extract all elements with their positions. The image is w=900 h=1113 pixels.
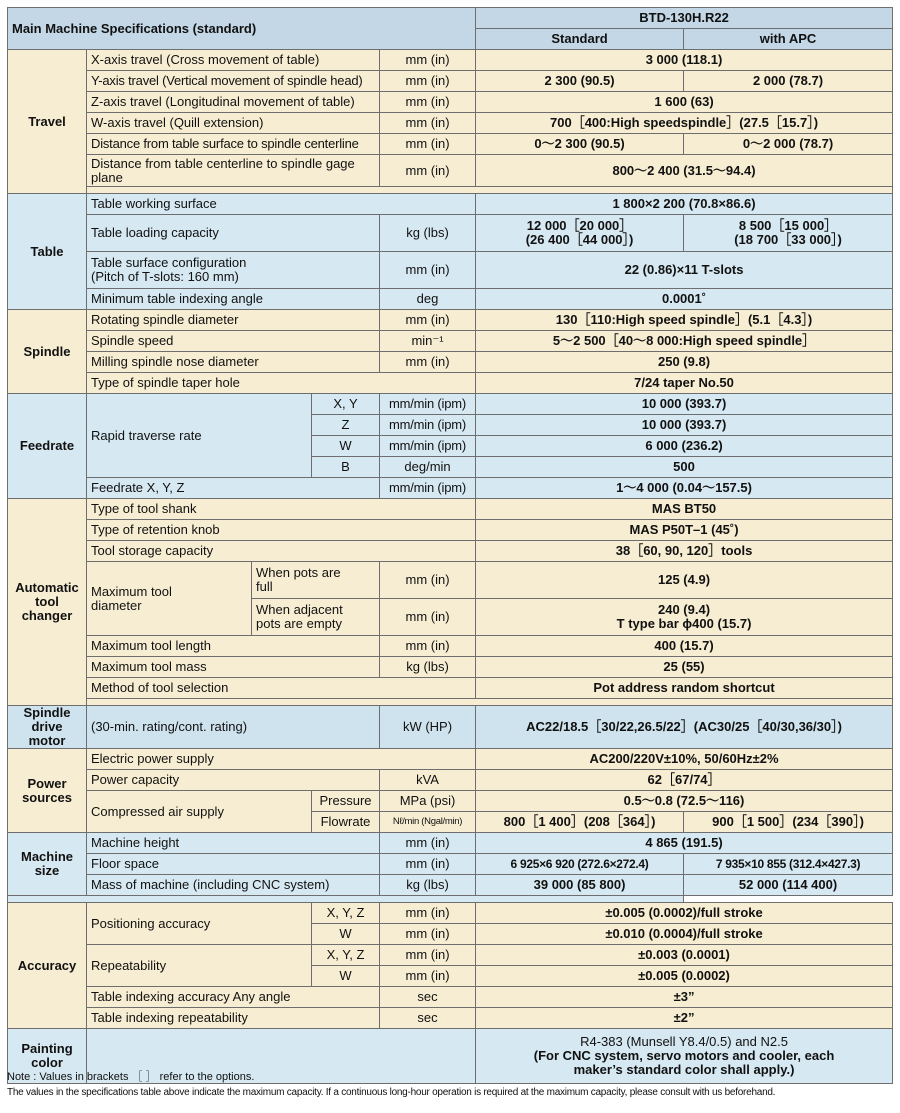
spec-unit: mm (in) (380, 252, 476, 289)
spec-value: 1 800×2 200 (70.8×86.6) (476, 194, 893, 215)
spec-label: Mass of machine (including CNC system) (87, 875, 380, 896)
spec-value: 10 000 (393.7) (476, 394, 893, 415)
category-motor (8, 706, 87, 749)
sub-label: Pressure (312, 791, 380, 812)
spec-value: 5～2 500［40～8 000:High speed spindle］ (476, 331, 893, 352)
spec-label: Tool storage capacity (87, 541, 476, 562)
spec-value: 1～4 000 (0.04～157.5) (476, 478, 893, 499)
line-1: Table surface configuration (91, 255, 247, 270)
line-1: Automatic (15, 580, 79, 595)
spec-value: ±2” (476, 1008, 893, 1029)
category-accuracy: Accuracy (8, 903, 87, 1029)
spec-value-apc: 2 000 (78.7) (684, 71, 893, 92)
spec-value: AC200/220V±10%, 50/60Hz±2% (476, 749, 893, 770)
axis-label: W (312, 436, 380, 457)
spec-value: ±0.010 (0.0004)/full stroke (476, 924, 893, 945)
spec-unit: kg (lbs) (380, 215, 476, 252)
spec-value: MAS P50T–1 (45˚) (476, 520, 893, 541)
spec-unit: mm/min (ipm) (380, 478, 476, 499)
spec-value: 10 000 (393.7) (476, 415, 893, 436)
spec-unit: kg (lbs) (380, 657, 476, 678)
spec-unit: kVA (380, 770, 476, 791)
spec-label: Method of tool selection (87, 678, 476, 699)
axis-label: W (312, 966, 380, 987)
line-2: color (31, 1055, 63, 1070)
spec-label: Table loading capacity (87, 215, 380, 252)
spec-label: Type of spindle taper hole (87, 373, 476, 394)
col-apc-header: with APC (684, 29, 893, 50)
spec-label: Feedrate X, Y, Z (87, 478, 380, 499)
spec-label: Rapid traverse rate (87, 394, 312, 478)
spec-unit: mm (in) (380, 50, 476, 71)
line-2: size (34, 863, 60, 878)
spec-label: Table indexing accuracy Any angle (87, 987, 380, 1008)
spec-unit: deg (380, 289, 476, 310)
spec-unit: mm (in) (380, 92, 476, 113)
spec-value: Pot address random shortcut (476, 678, 893, 699)
spec-label: Type of retention knob (87, 520, 476, 541)
spec-label: Y-axis travel (Vertical movement of spindle head) (87, 71, 380, 92)
spec-value: 62［67/74］ (476, 770, 893, 791)
spec-unit: mm (in) (380, 945, 476, 966)
spec-value: 250 (9.8) (476, 352, 893, 373)
line-2: pots are empty (256, 616, 342, 631)
spec-value: 1 600 (63) (476, 92, 893, 113)
spec-unit: mm (in) (380, 71, 476, 92)
axis-label: X, Y (312, 394, 380, 415)
line-1: Power (27, 775, 67, 791)
spec-label: X-axis travel (Cross movement of table) (87, 50, 380, 71)
spec-value-standard (476, 215, 684, 252)
spec-value: 700［400:High speedspindle］(27.5［15.7］) (476, 113, 893, 134)
line-1: 240 (9.4) (658, 602, 711, 617)
spec-value-standard: 6 925×6 920 (272.6×272.4) (476, 854, 684, 875)
line-2: (26 400［44 000］) (525, 232, 634, 247)
spec-label: Electric power supply (87, 749, 476, 770)
spec-value: 6 000 (236.2) (476, 436, 893, 457)
spacer-row (87, 699, 893, 706)
spec-unit: mm/min (ipm) (380, 415, 476, 436)
spec-label: Maximum tool length (87, 636, 380, 657)
line-1: When adjacent (256, 602, 343, 617)
spec-value: 4 865 (191.5) (476, 833, 893, 854)
spec-value: ±3” (476, 987, 893, 1008)
sub-label: Flowrate (312, 812, 380, 833)
spec-value-standard: 0～2 300 (90.5) (476, 134, 684, 155)
spec-unit: mm (in) (380, 833, 476, 854)
spec-label: (30-min. rating/cont. rating) (87, 706, 380, 749)
spec-value (476, 599, 893, 636)
spec-value: 38［60, 90, 120］tools (476, 541, 893, 562)
footnote-brackets: Note : Values in brackets ［ ］ refer to the options. (7, 1071, 255, 1083)
spec-label: Machine height (87, 833, 380, 854)
axis-label: Z (312, 415, 380, 436)
spec-label: Minimum table indexing angle (87, 289, 380, 310)
spec-unit: mm (in) (380, 636, 476, 657)
spec-value: 22 (0.86)×11 T-slots (476, 252, 893, 289)
spec-label: Spindle speed (87, 331, 380, 352)
spec-unit: mm (in) (380, 155, 476, 187)
spec-label: Repeatability (87, 945, 312, 987)
spec-value: 25 (55) (476, 657, 893, 678)
spec-label: Type of tool shank (87, 499, 476, 520)
spec-label: Table working surface (87, 194, 476, 215)
spec-unit: mm (in) (380, 599, 476, 636)
spec-label (87, 252, 380, 289)
spec-label (87, 562, 252, 636)
line-3: changer (21, 608, 73, 623)
spec-unit: mm (in) (380, 562, 476, 599)
spec-unit: mm (in) (380, 854, 476, 875)
line-2: (For CNC system, servo motors and cooler, each (533, 1048, 835, 1063)
spec-value-apc: 7 935×10 855 (312.4×427.3) (684, 854, 893, 875)
spec-label: Distance from table centerline to spindle gage plane (87, 155, 380, 187)
line-2: drive motor (28, 719, 66, 748)
line-2: tool (35, 594, 59, 609)
spec-value: 3 000 (118.1) (476, 50, 893, 71)
category-feedrate: Feedrate (8, 394, 87, 499)
line-2: sources (22, 789, 72, 805)
spec-value: 130［110:High speed spindle］(5.1［4.3］) (476, 310, 893, 331)
spec-value-standard: 39 000 (85 800) (476, 875, 684, 896)
spec-unit: min⁻¹ (380, 331, 476, 352)
spec-unit: Nℓ/min (Ngal/min) (380, 812, 476, 833)
spec-value-apc: 52 000 (114 400) (684, 875, 893, 896)
spec-label: Milling spindle nose diameter (87, 352, 380, 373)
line-1: Painting (21, 1041, 73, 1056)
spec-value: 500 (476, 457, 893, 478)
spec-value: 0.0001˚ (476, 289, 893, 310)
spec-unit: kW (HP) (380, 706, 476, 749)
spec-label: W-axis travel (Quill extension) (87, 113, 380, 134)
spec-value: 0.5～0.8 (72.5～116) (476, 791, 893, 812)
table-title: Main Machine Specifications (standard) (8, 8, 476, 50)
spec-unit: mm (in) (380, 310, 476, 331)
line-1: Machine (20, 849, 73, 864)
category-size (8, 833, 87, 896)
category-travel: Travel (8, 50, 87, 194)
spec-value-standard: 2 300 (90.5) (476, 71, 684, 92)
spec-value: 800～2 400 (31.5～94.4) (476, 155, 893, 187)
line-2: (Pitch of T-slots: 160 mm) (91, 269, 239, 284)
spec-label: Positioning accuracy (87, 903, 312, 945)
spec-value: 125 (4.9) (476, 562, 893, 599)
category-atc (8, 499, 87, 706)
spec-value: ±0.005 (0.0002) (476, 966, 893, 987)
footnotes (7, 1070, 775, 1100)
spec-value: MAS BT50 (476, 499, 893, 520)
line-1: 12 000［20 000］ (526, 218, 633, 233)
category-spindle: Spindle (8, 310, 87, 394)
spacer-row (87, 187, 893, 194)
spec-unit: sec (380, 987, 476, 1008)
line-1: R4-383 (Munsell Y8.4/0.5) and N2.5 (580, 1034, 788, 1049)
spec-unit: mm (in) (380, 966, 476, 987)
axis-label: W (312, 924, 380, 945)
spec-label: Table indexing repeatability (87, 1008, 380, 1029)
spacer-row (8, 896, 684, 903)
spec-value-apc (684, 215, 893, 252)
spec-label: Rotating spindle diameter (87, 310, 380, 331)
spec-label: Z-axis travel (Longitudinal movement of table) (87, 92, 380, 113)
spec-label: Power capacity (87, 770, 380, 791)
spec-unit: deg/min (380, 457, 476, 478)
axis-label: X, Y, Z (312, 945, 380, 966)
spec-value: 400 (15.7) (476, 636, 893, 657)
line-2: (18 700［33 000］) (734, 232, 842, 247)
spec-value: ±0.003 (0.0001) (476, 945, 893, 966)
sub-label (252, 599, 380, 636)
line-1: 8 500［15 000］ (738, 218, 838, 233)
spec-unit: sec (380, 1008, 476, 1029)
spec-unit: MPa (psi) (380, 791, 476, 812)
spec-value: AC22/18.5［30/22,26.5/22］(AC30/25［40/30,36/30］) (476, 706, 893, 749)
line-3: maker’s standard color shall apply.) (573, 1062, 795, 1077)
spec-value: 7/24 taper No.50 (476, 373, 893, 394)
line-2: T type bar ϕ400 (15.7) (616, 616, 752, 631)
spec-unit: mm (in) (380, 924, 476, 945)
spec-unit: mm (in) (380, 134, 476, 155)
col-standard-header: Standard (476, 29, 684, 50)
spec-label: Maximum tool mass (87, 657, 380, 678)
footnote-capacity: The values in the specifications table above indicate the maximum capacity. If a continuous long-hour operation is required at the maximum capacity, please consult with us beforehand. (7, 1087, 776, 1098)
spec-label: Compressed air supply (87, 791, 312, 833)
category-table: Table (8, 194, 87, 310)
axis-label: X, Y, Z (312, 903, 380, 924)
spec-table (7, 7, 893, 1084)
model-name: BTD-130H.R22 (476, 8, 893, 29)
line-2: diameter (91, 597, 142, 613)
spec-value-standard: 800［1 400］(208［364］) (476, 812, 684, 833)
axis-label: B (312, 457, 380, 478)
line-1: Maximum tool (91, 583, 172, 599)
spec-unit: mm (in) (380, 352, 476, 373)
spec-label: Floor space (87, 854, 380, 875)
spec-unit: mm (in) (380, 113, 476, 134)
sub-label (252, 562, 380, 599)
line-1: When pots are (256, 565, 341, 580)
spec-unit: mm (in) (380, 903, 476, 924)
spec-unit: kg (lbs) (380, 875, 476, 896)
spec-label: Distance from table surface to spindle centerline (87, 134, 380, 155)
line-2: full (256, 579, 273, 594)
spec-unit: mm/min (ipm) (380, 394, 476, 415)
spec-value: ±0.005 (0.0002)/full stroke (476, 903, 893, 924)
line-1: Spindle (23, 705, 71, 720)
spec-value-apc: 0～2 000 (78.7) (684, 134, 893, 155)
spec-unit: mm/min (ipm) (380, 436, 476, 457)
category-power (8, 749, 87, 833)
spec-value-apc: 900［1 500］(234［390］) (684, 812, 893, 833)
